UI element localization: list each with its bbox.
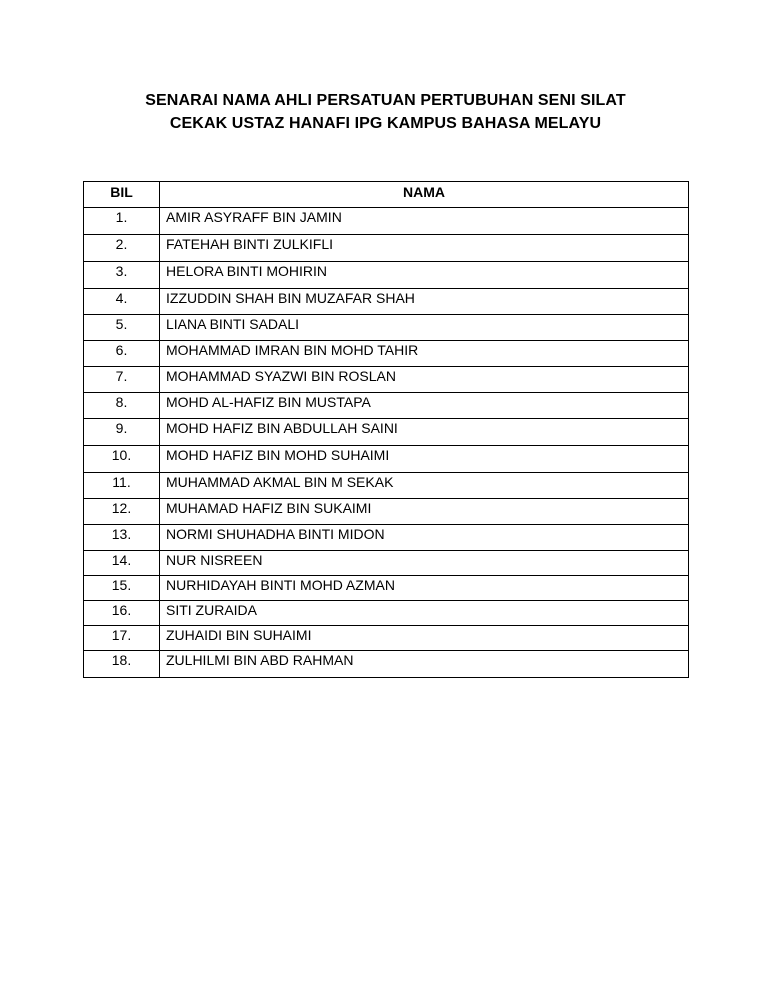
row-number: 17. (84, 626, 160, 651)
column-header-nama: NAMA (160, 182, 689, 208)
member-name: NURHIDAYAH BINTI MOHD AZMAN (160, 576, 689, 601)
table-row (84, 419, 689, 446)
row-number: 18. (84, 651, 160, 678)
member-name: AMIR ASYRAFF BIN JAMIN (160, 208, 689, 235)
member-name: MOHD AL-HAFIZ BIN MUSTAPA (160, 393, 689, 419)
row-number: 11. (84, 473, 160, 499)
row-number: 7. (84, 367, 160, 393)
row-number: 4. (84, 289, 160, 315)
table-row (84, 499, 689, 525)
row-number: 14. (84, 551, 160, 576)
table-row (84, 446, 689, 473)
member-list-table (83, 181, 689, 678)
table-row (84, 473, 689, 499)
table-row (84, 367, 689, 393)
table-row (84, 341, 689, 367)
member-name: IZZUDDIN SHAH BIN MUZAFAR SHAH (160, 289, 689, 315)
row-number: 9. (84, 419, 160, 446)
row-number: 13. (84, 525, 160, 551)
member-name: FATEHAH BINTI ZULKIFLI (160, 235, 689, 262)
member-name: MUHAMAD HAFIZ BIN SUKAIMI (160, 499, 689, 525)
member-name: MOHD HAFIZ BIN ABDULLAH SAINI (160, 419, 689, 446)
member-name: MOHAMMAD IMRAN BIN MOHD TAHIR (160, 341, 689, 367)
table-row (84, 235, 689, 262)
table-row (84, 551, 689, 576)
table-row (84, 651, 689, 678)
table-row (84, 315, 689, 341)
table-row (84, 289, 689, 315)
row-number: 15. (84, 576, 160, 601)
column-header-bil: BIL (84, 182, 160, 208)
row-number: 12. (84, 499, 160, 525)
member-name: MUHAMMAD AKMAL BIN M SEKAK (160, 473, 689, 499)
member-name: ZULHILMI BIN ABD RAHMAN (160, 651, 689, 678)
table-row (84, 576, 689, 601)
row-number: 8. (84, 393, 160, 419)
table-body (84, 208, 689, 678)
table-header-row (84, 182, 689, 208)
row-number: 2. (84, 235, 160, 262)
title-line-1: SENARAI NAMA AHLI PERSATUAN PERTUBUHAN SENI SILAT (145, 92, 626, 109)
member-name: LIANA BINTI SADALI (160, 315, 689, 341)
row-number: 3. (84, 262, 160, 289)
member-name: ZUHAIDI BIN SUHAIMI (160, 626, 689, 651)
member-name: MOHAMMAD SYAZWI BIN ROSLAN (160, 367, 689, 393)
table-row (84, 525, 689, 551)
table-row (84, 393, 689, 419)
table-row (84, 208, 689, 235)
member-name: NUR NISREEN (160, 551, 689, 576)
document-title (84, 89, 687, 135)
row-number: 10. (84, 446, 160, 473)
table-row (84, 626, 689, 651)
row-number: 6. (84, 341, 160, 367)
row-number: 1. (84, 208, 160, 235)
table-row (84, 601, 689, 626)
row-number: 16. (84, 601, 160, 626)
member-name: NORMI SHUHADHA BINTI MIDON (160, 525, 689, 551)
member-name: HELORA BINTI MOHIRIN (160, 262, 689, 289)
member-name: MOHD HAFIZ BIN MOHD SUHAIMI (160, 446, 689, 473)
row-number: 5. (84, 315, 160, 341)
member-name: SITI ZURAIDA (160, 601, 689, 626)
table-row (84, 262, 689, 289)
title-line-2: CEKAK USTAZ HANAFI IPG KAMPUS BAHASA MELAYU (169, 115, 602, 132)
